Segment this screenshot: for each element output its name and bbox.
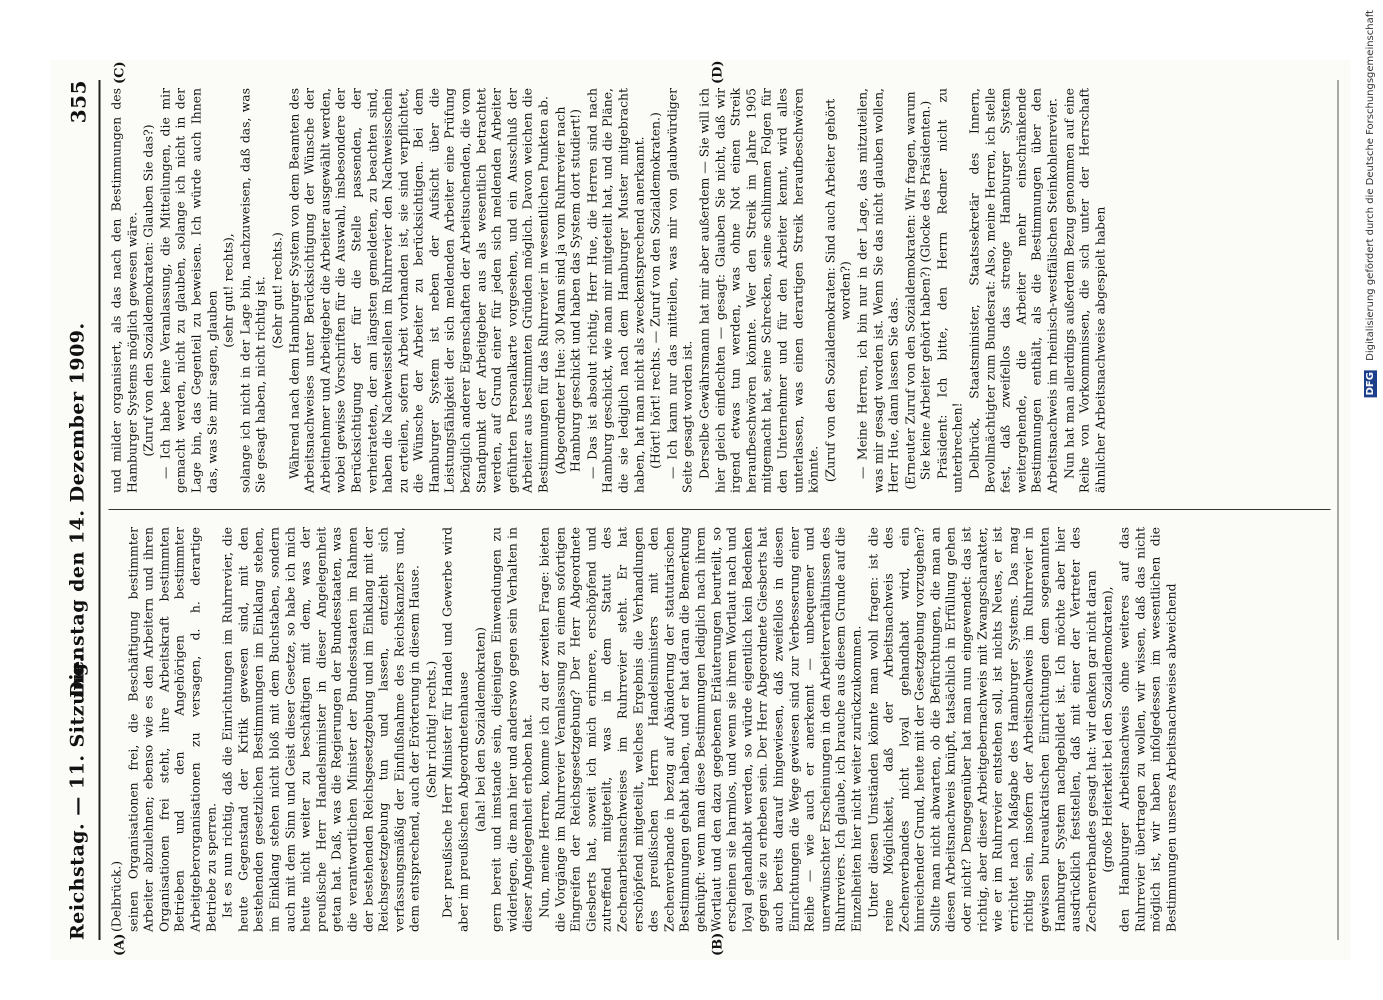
left-column-paragraph: seinen Organisationen frei, die Beschäftigung bestimmter Arbeiter abzulehnen; ebenso wie es den Arbeitern und ihren Organisationen frei steht, ihre Arbeitskraft bestimmten Betrieben und den Angehörigen bestimmter Arbeitgeberorganisationen zu versagen, d. h. derartige Betriebe zu sperren. <box>124 527 218 932</box>
page-header <box>66 80 98 940</box>
right-column-paragraph: — Meine Herren, ich bin nur in der Lage, das mitzuteilen, was mir gesagt worden ist. Wenn Sie das nicht glauben wollen, Herr Hue, dann lassen Sie das. <box>853 88 901 493</box>
right-column-paragraph: Nun hat man allerdings außerdem Bezug genommen auf eine Reihe von Vorkommnissen, die sich unter der Herrschaft ähnlicher Arbeitsnachweise abgespielt haben <box>1060 88 1107 493</box>
header-rule <box>98 80 100 940</box>
right-column-paragraph: (Erneuter Zuruf von den Sozialdemokraten: Wir fragen, warum Sie keine Arbeiter gehört haben?) (Glocke des Präsidenten.) <box>901 91 933 490</box>
right-column-paragraph: — Das ist absolut richtig, Herr Hue, die Herren sind nach Hamburg geschickt, wie man mir mitgeteilt hat, und die Pläne, die sie lediglich nach dem Hamburger Muster mitgebracht haben, hat man nicht als zweckentsprechend anerkannt. <box>583 88 646 493</box>
scanned-page <box>50 60 1350 960</box>
page-number: 355 <box>66 80 90 124</box>
left-column-paragraph: gern bereit und imstande sein, diejenigen Einwendungen zu widerlegen, die man hier und anderswo gegen sein Verhalten in dieser Angelegenheit erhoben hat. <box>488 527 535 932</box>
right-column-paragraph: solange ich nicht in der Lage bin, nachzuweisen, daß das, was Sie gesagt haben, nicht richtig ist. <box>236 88 268 493</box>
right-column-paragraph: (Hört! hört! rechts. — Zuruf von den Sozialdemokraten.) <box>647 112 663 469</box>
left-column-paragraph: Nun, meine Herren, komme ich zu der zweiten Frage: bieten die Vorgänge im Ruhrrevier Veranlassung zu einem sofortigen Eingreifen der Reichsgesetzgebung? Der Herr Abgeordnete Giesberts hat, soweit ich mich erinnere, erschöpfend und zutreffend mitgeteilt, was in dem Statut des Zechenarbeitsnachweises im Ruhrrevier steht. Er hat erschöpfend mitgeteilt, welches Ergebnis die Verhandlungen des preußischen Herrn Handelsministers mit den Zechenverbande in bezug auf Abänderung der statutarischen Bestimmungen gehabt haben, und er hat daran die Bemerkung geknüpft: wenn man diese Bestimmungen lediglich nach ihrem Wortlaut und den dazu gegebenen Erläuterungen beurteilt, so erscheinen sie harmlos, und wenn sie ihrem Wortlaut nach und loyal gehandhabt werden, so würde eigentlich kein Bedenken gegen sie zu erheben sein. Der Herr Abgeordnete Giesberts hat auch bereits darauf hingewiesen, daß zweifellos in diesen Einrichtungen die Wege gewiesen sind zur Verbesserung einer Reihe — wie auch er anerkennt — unbequemer und unerwünschter Erscheinungen in den Arbeiterverhältnissen des Ruhrreviers. Ich glaube, ich brauche aus diesem Grunde auf die Einzelheiten hier nicht weiter zurückzukommen. <box>536 527 863 932</box>
left-column-paragraph: Der preußische Herr Minister für Handel und Gewerbe wird aber im preußischen Abgeordnetenhause <box>439 527 471 932</box>
left-column-paragraph: (große Heiterkeit bei den Sozialdemokraten), <box>1099 586 1115 873</box>
left-column-paragraph: (Sehr richtig! rechts.) <box>422 660 438 799</box>
left-column <box>108 527 1330 932</box>
left-column-paragraph: den Hamburger Arbeitsnachweis ohne weiteres auf das Ruhrrevier übertragen zu wollen, wir wissen, daß das nicht möglich ist, wir haben infolgedessen im wesentlichen die Bestimmungen unseres Arbeitsnachweises abweichend <box>1116 527 1178 932</box>
left-column-paragraph: (aha! bei den Sozialdemokraten) <box>471 626 487 833</box>
column-divider <box>108 509 1330 510</box>
right-column-paragraph: (sehr gut! rechts), <box>220 233 236 348</box>
right-column-paragraph: Delbrück, Staatsminister, Staatssekretär des Innern, Bevollmächtigter zum Bundesrat: Also, meine Herren, ich stelle fest, daß zweifellos das strenge Hamburger System weitergehende, die Arbeiter mehr einschränkende Bestimmungen enthält, als die Bestimmungen über den Arbeitsnachweis im rheinisch-westfälischen Steinkohlenrevier. <box>966 88 1060 493</box>
marker-c: (C) <box>112 61 127 84</box>
bottom-rule <box>1337 80 1338 940</box>
right-column-paragraph: Während nach dem Hamburger System von dem Beamten des Arbeitsnachweises unter Berücksichtigung der Wünsche der Arbeitnehmer und Arbeitgeber die Arbeiter ausgewählt werden, wobei gewisse Vorschriften für die Auswahl, insbesondere der Berücksichtigung der für die Stelle passenden, der verheirateten, der am längsten gemeldeten, zu beachten sind, haben die Nachweisstellen im Ruhrrevier den Nachweisschein zu erteilen, sofern Arbeit vorhanden ist, sie sind verpflichtet, die Wünsche der Arbeiter zu berücksichtigen. Bei dem Hamburger System ist neben der Aufsicht über die Leistungsfähigkeit der sich meldenden Arbeiter eine Prüfung bezüglich anderer Eigenschaften der Arbeitsuchenden, die vom Standpunkt der Arbeitgeber aus als wesentlich betrachtet werden, auf Grund einer für jeden sich meldenden Arbeiter geführten Personalkarte vorgesehen, und ein Ausschluß der Arbeiter aus bestimmten Gründen möglich. Davon weichen die Bestimmungen für das Ruhrrevier in wesentlichen Punkten ab. <box>285 88 551 493</box>
left-column-paragraph: (Delbrück.) <box>108 860 123 932</box>
header-date: Dienstag den 14. Dezember 1909. <box>66 322 88 698</box>
right-column-paragraph: und milder organisiert, als das nach den Bestimmungen des Hamburger Systems möglich gewesen wäre. <box>108 88 139 493</box>
marker-b: (B) <box>710 932 725 956</box>
left-column-paragraph: Unter diesen Umständen könnte man wohl fragen: ist die reine Möglichkeit, daß der Arbeitsnachweis des Zechenverbandes nicht loyal gehandhabt wird, ein hinreichender Grund, heute mit der Gesetzgebung vorzugehen? Sollte man nicht abwarten, ob die Befürchtungen, die man an diesen Arbeitsnachweis knüpft, tatsächlich in Erfüllung gehen oder nicht? Demgegenüber hat man nun eingewendet: das ist richtig, aber dieser Arbeitgebernachweis mit Zwangscharakter, wie er im Ruhrrevier entstehen soll, ist nichts Neues, er ist errichtet nach Maßgabe des Hamburger Systems. Das mag richtig sein, insofern der Arbeitsnachweis im Ruhrrevier in gewissen bureaukratischen Einrichtungen dem sogenannten Hamburger System nachgebildet ist. Ich möchte aber hier ausdrücklich feststellen, daß mit einer der Vertreter des Zechenverbandes gesagt hat: wir denken gar nicht daran <box>864 527 1098 932</box>
credit-strip <box>1364 10 1377 397</box>
right-column-paragraph: (Sehr gut! rechts.) <box>268 232 284 349</box>
left-column-paragraph: Ist es nun richtig, daß die Einrichtungen im Ruhrrevier, die heute Gegenstand der Kritik gewesen sind, mit den bestehenden gesetzlichen Bestimmungen im Einklang stehen, im Einklang stehen nicht bloß mit dem Buchstaben, sondern auch mit dem Sinn und Geist dieser Gesetze, so habe ich mich heute nicht weiter zu beschäftigen mit dem, was der preußische Herr Handelsminister in dieser Angelegenheit getan hat. Daß, was die Regierungen der Bundesstaaten, was die verantwortlichen Minister der Bundesstaaten im Rahmen der bestehenden Reichsgesetzgebung und im Einklang mit der Reichsgesetzgebung tun und lassen, entzieht sich verfassungsmäßig der Einflußnahme des Reichskanzlers und, dem entsprechend, auch der Erörterung in diesem Hause. <box>219 527 422 932</box>
header-left: Reichstag. — 11. Sitzung. <box>66 655 88 940</box>
right-column <box>108 88 1330 493</box>
right-column-paragraph: (Abgeordneter Hue: 30 Mann sind ja vom Ruhrrevier nach Hamburg geschickt und haben das System dort studiert!) <box>551 106 583 475</box>
right-column-paragraph: Präsident: Ich bitte, den Herrn Redner nicht zu unterbrechen! <box>933 88 965 493</box>
marker-d: (D) <box>710 60 725 84</box>
right-column-paragraph: — Ich habe keine Veranlassung, die Mitteilungen, die mir gemacht werden, nicht zu glauben, solange ich nicht in der Lage bin, das Gegenteil zu beweisen. Ich würde auch Ihnen das, was Sie mir sagen, glauben <box>156 88 219 493</box>
dfg-logo: DFG <box>1365 372 1376 396</box>
right-column-paragraph: (Zuruf von den Sozialdemokraten: Sind auch Arbeiter gehört worden?) <box>821 98 853 483</box>
right-column-paragraph: (Zuruf von den Sozialdemokraten: Glauben Sie das?) <box>140 124 156 457</box>
right-column-paragraph: — Ich kann nur das mitteilen, was mir von glaubwürdiger Seite gesagt worden ist. <box>663 88 695 493</box>
credit-text: Digitalisierung gefördert durch die Deutsche Forschungsgemeinschaft <box>1365 10 1376 361</box>
marker-a: (A) <box>112 933 127 956</box>
right-column-paragraph: Derselbe Gewährsmann hat mir aber außerdem — Sie will ich hier gleich einflechten — gesagt: Glauben Sie nicht, daß wir irgend etwas tun werden, was ohne Not einen Streik heraufbeschwören könnte. Wer den Streik im Jahre 1905 mitgemacht hat, seine Schrecken, seine schlimmen Folgen für den Unternehmer und für den Arbeiter kennt, wird alles unterlassen, was einen derartigen Streik heraufbeschwören könnte. <box>695 88 821 493</box>
